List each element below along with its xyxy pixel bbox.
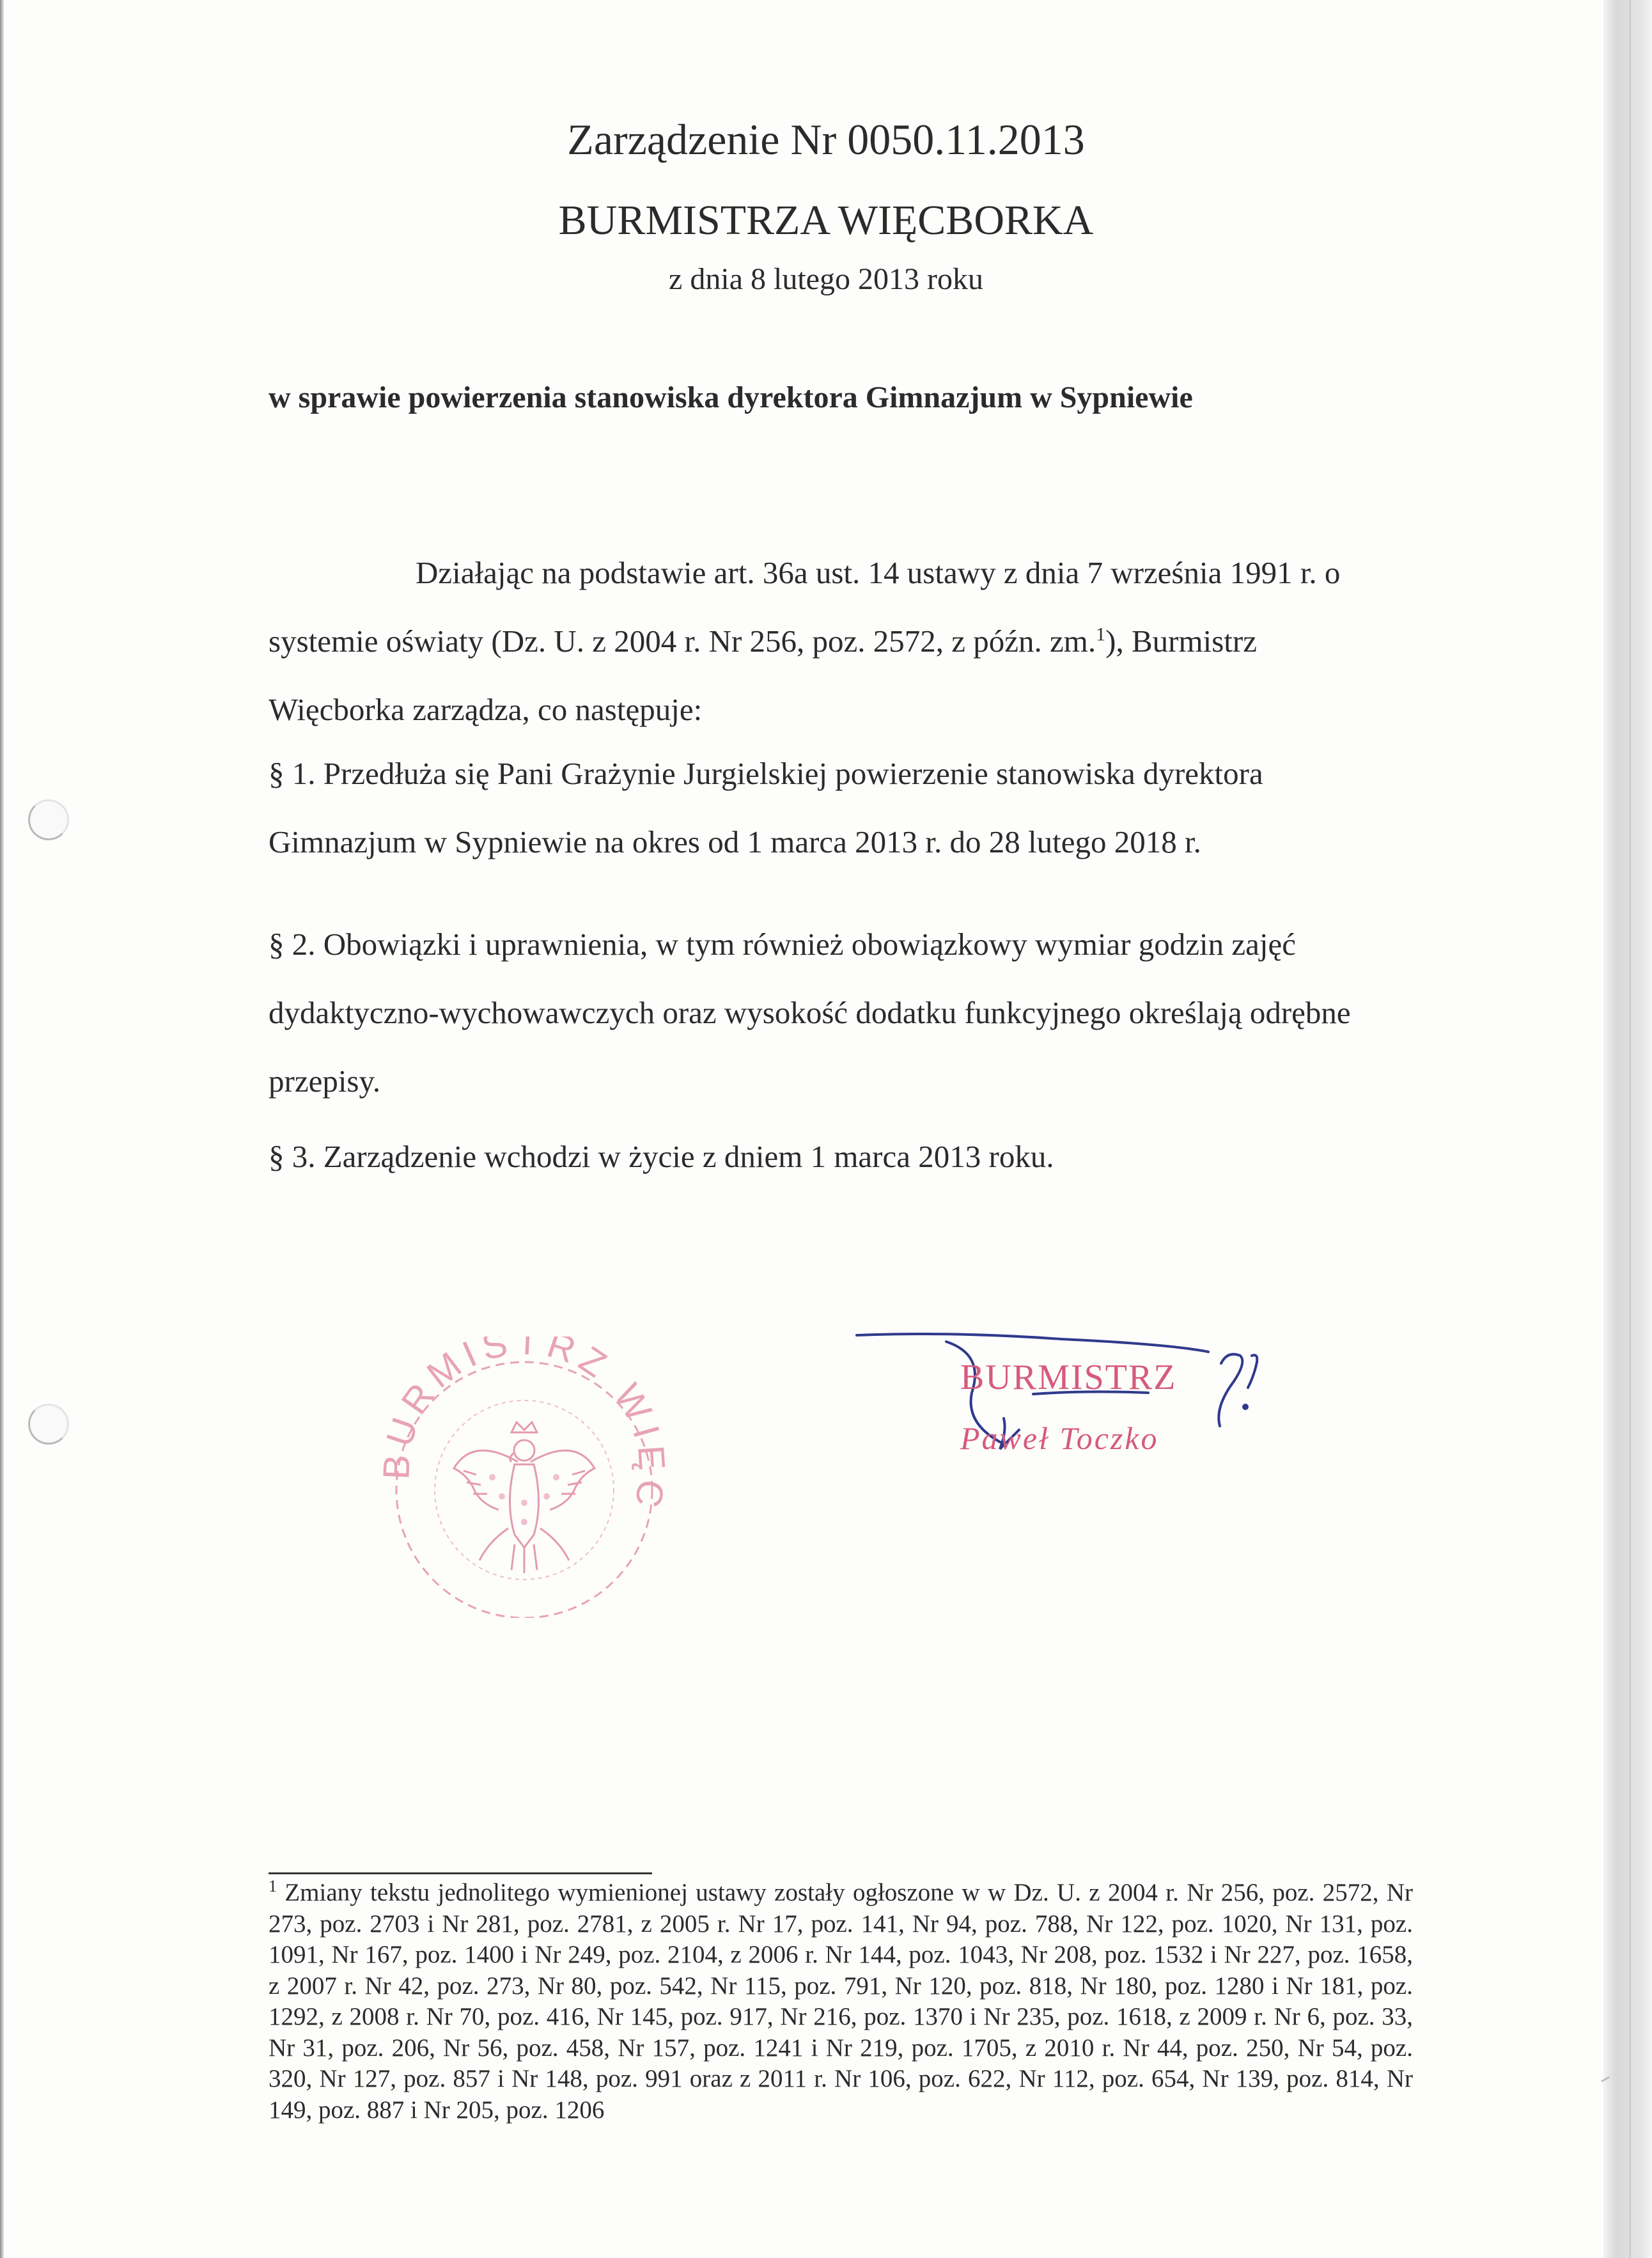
footnote-text: Zmiany tekstu jednolitego wymienionej ustawy zostały ogłoszone w w Dz. U. z 2004 r. Nr 256, poz. 2572, Nr 273, poz. 2703 i Nr 281, poz. 2781, z 2005 r. Nr 17, poz. 141, Nr 94, poz. 788, Nr 122, poz. 1020, Nr 131, poz. 1091, Nr 167, poz. 1400 i Nr 249, poz. 2104, z 2006 r. Nr 144, poz. 1043, Nr 208, poz. 1532 i Nr 227, poz. 1658, z 2007 r. Nr 42, poz. 273, Nr 80, poz. 542, Nr 115, poz. 791, Nr 120, poz. 818, Nr 180, poz. 1280 i Nr 181, poz. 1292, z 2008 r. Nr 70, poz. 416, Nr 145, poz. 917, Nr 216, poz. 1370 i Nr 235, poz. 1618, z 2009 r. Nr 6, poz. 33, Nr 31, poz. 206, Nr 56, poz. 458, Nr 157, poz. 1241 i Nr 219, poz. 1705, z 2010 r. Nr 44, poz. 250, Nr 54, poz. 320, Nr 127, poz. 857 i Nr 148, poz. 991 oraz z 2011 r. Nr 106, poz. 622, Nr 112, poz. 654, Nr 139, poz. 814, Nr 149, poz. 887 i Nr 205, poz. 1206 [269, 1879, 1414, 2124]
scan-edge-line [1629, 0, 1631, 2258]
handwritten-signature-icon [850, 1324, 1298, 1490]
seal-eagle-icon [377, 1337, 671, 1618]
signature-block [850, 1324, 1298, 1490]
footnote [269, 1878, 1413, 2126]
paragraph-3: § 3. Zarządzenie wchodzi w życie z dniem 1 marca 2013 roku. [269, 1139, 1054, 1174]
intro-paragraph [269, 538, 1387, 744]
paragraph-1: § 1. Przedłuża się Pani Grażynie Jurgielskiej powierzenie stanowiska dyrektora Gimnazjum w Sypniewie na okres od 1 marca 2013 r. do 28 lutego 2018 r. [269, 756, 1263, 859]
punch-hole-icon [28, 799, 69, 840]
document-subject: w sprawie powierzenia stanowiska dyrektora Gimnazjum w Sypniewie [269, 380, 1193, 414]
footnote-separator [269, 1872, 652, 1874]
intro-text: Działając na podstawie art. 36a ust. 14 ustawy z dnia 7 września 1991 r. o systemie oświaty (Dz. U. z 2004 r. Nr 256, poz. 2572, z późn. zm. [269, 555, 1341, 659]
signatory-name: Paweł Toczko [960, 1420, 1159, 1456]
punch-hole-icon [28, 1404, 69, 1445]
signatory-title: BURMISTRZ [960, 1358, 1177, 1397]
official-seal [377, 1337, 671, 1618]
footnote-mark: 1 [269, 1877, 277, 1895]
intro-text-end: ), Burmistrz Więcborka zarządza, co następuje: [269, 623, 1257, 727]
svg-text:BURMISTRZ WIĘCBORKA: BURMISTRZ WIĘC [377, 1337, 671, 1517]
paragraph-2: § 2. Obowiązki i uprawnienia, w tym również obowiązkowy wymiar godzin zajęć dydaktyczno-wychowawczych oraz wysokość dodatku funkcyjnego określają odrębne przepisy. [269, 927, 1351, 1099]
document-number: Zarządzenie Nr 0050.11.2013 [567, 115, 1085, 164]
issuer-heading: BURMISTRZA WIĘCBORKA [558, 197, 1094, 244]
scan-edge-left [0, 0, 4, 2258]
scan-edge-right [1603, 0, 1652, 2258]
document-date: z dnia 8 lutego 2013 roku [669, 262, 983, 296]
footnote-reference: 1 [1096, 623, 1106, 645]
